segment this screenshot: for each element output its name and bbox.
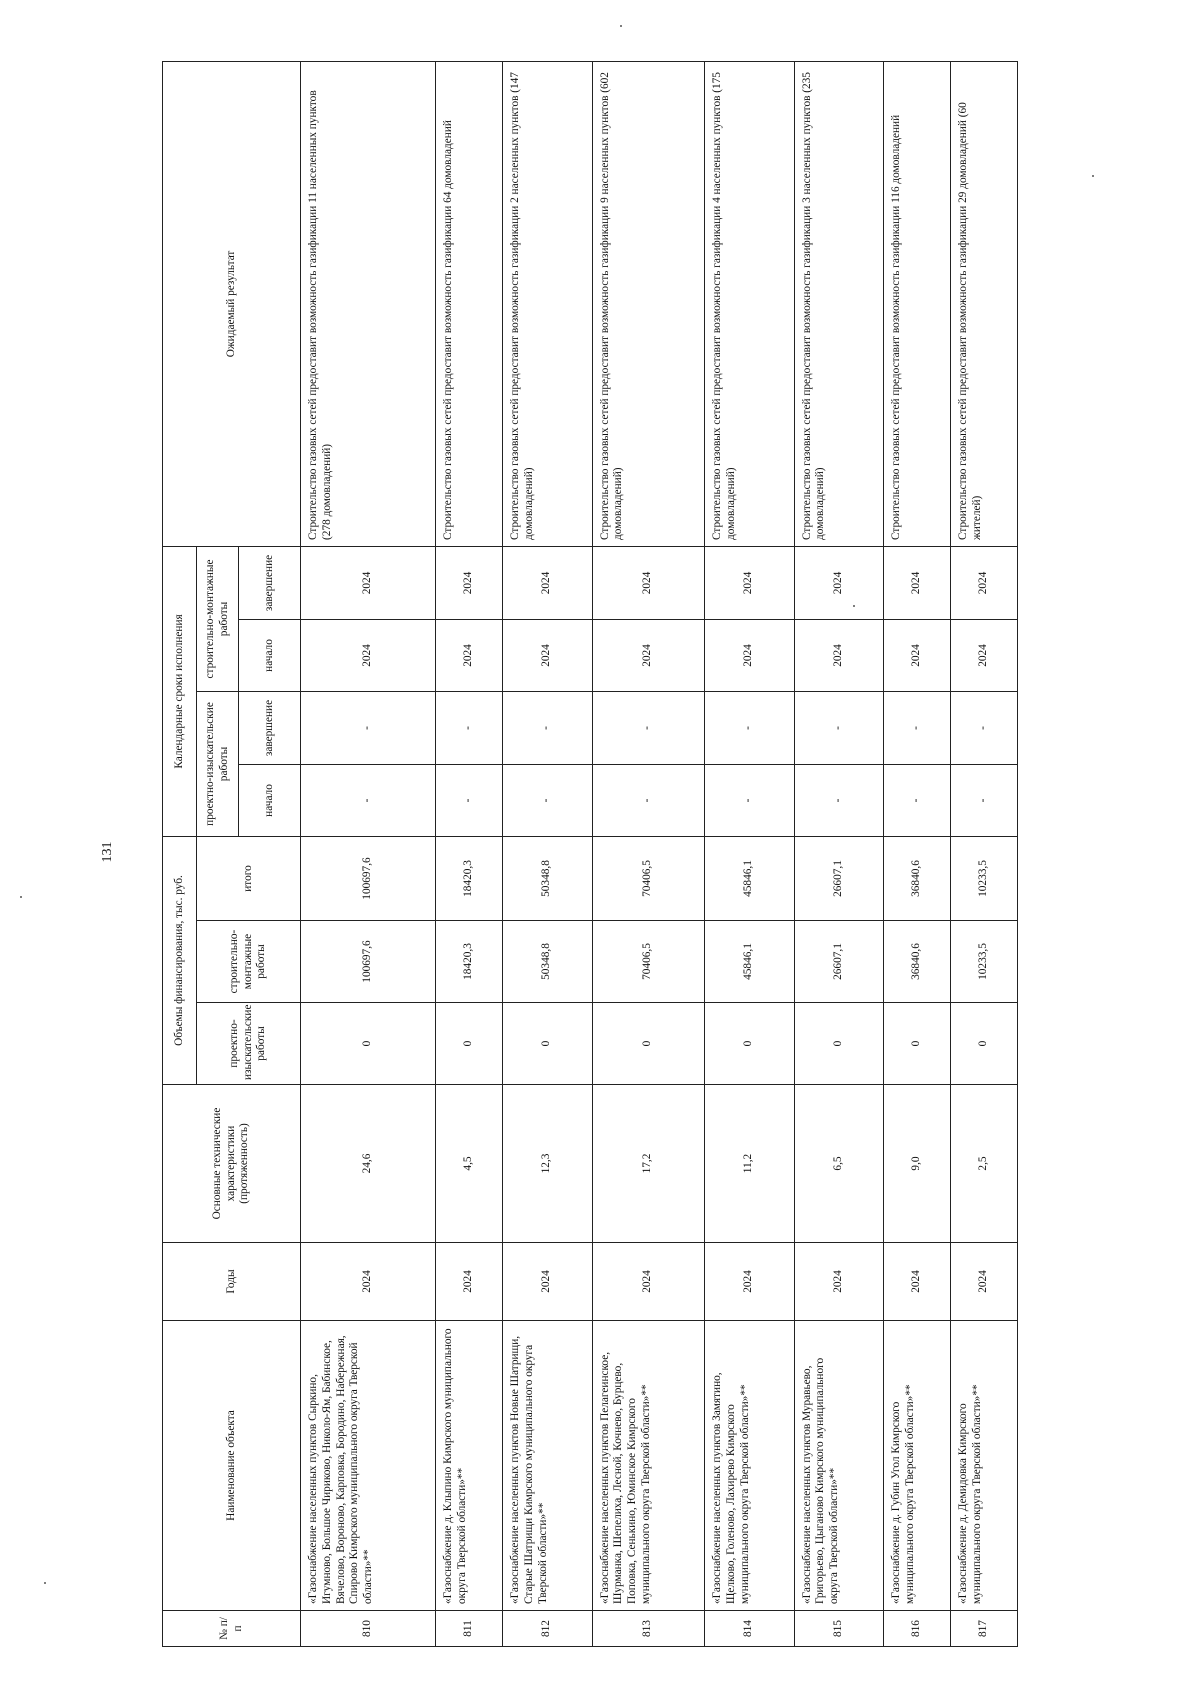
cell-fin-construction: 10233,5 [951, 921, 1018, 1003]
cell-result: Строительство газовых сетей предоставит возможность газификации 3 населенных пунктов (235 домовладений) [794, 61, 884, 546]
cell-constr-end: 2024 [502, 546, 592, 619]
cell-fin-design: 0 [884, 1003, 951, 1085]
cell-name: «Газоснабжение д. Клыпино Кимрского муниципального округа Тверской области»** [436, 1321, 503, 1611]
table-row [704, 61, 794, 1646]
cell-year: 2024 [951, 1243, 1018, 1321]
cell-name: «Газоснабжение д. Демидовка Кимрского муниципального округа Тверской области»** [951, 1321, 1018, 1611]
cell-no: 814 [704, 1611, 794, 1647]
cell-length: 12,3 [502, 1085, 592, 1243]
header-no: № п/п [163, 1611, 301, 1647]
cell-constr-start: 2024 [502, 619, 592, 691]
cell-name: «Газоснабжение населенных пунктов Муравьево, Григорьево, Цыганово Кимрского муниципального округа Тверской области»** [794, 1321, 884, 1611]
cell-constr-end: 2024 [794, 546, 884, 619]
cell-design-end: - [951, 691, 1018, 764]
cell-no: 813 [592, 1611, 704, 1647]
cell-result: Строительство газовых сетей предоставит возможность газификации 4 населенных пунктов (175 домовладений) [704, 61, 794, 546]
table-row [592, 61, 704, 1646]
header-schedule-construction: строительно-монтажные работы [197, 546, 239, 691]
cell-fin-total: 10233,5 [951, 836, 1018, 920]
cell-result: Строительство газовых сетей предоставит возможность газификации 116 домовладений [884, 61, 951, 546]
gasification-table [162, 61, 1018, 1647]
cell-design-start: - [301, 764, 436, 836]
header-finance-group: Объемы финансирования, тыс. руб. [163, 836, 197, 1084]
cell-design-end: - [794, 691, 884, 764]
cell-result: Строительство газовых сетей предоставит возможность газификации 2 населенных пунктов (147 домовладений) [502, 61, 592, 546]
cell-fin-total: 70406,5 [592, 836, 704, 920]
cell-fin-construction: 50348,8 [502, 921, 592, 1003]
cell-design-end: - [884, 691, 951, 764]
table-row [502, 61, 592, 1646]
cell-constr-start: 2024 [436, 619, 503, 691]
cell-name: «Газоснабжение населенных пунктов Замятино, Щелково, Голеново, Лахирево Кимрского муниципального округа Тверской области»** [704, 1321, 794, 1611]
cell-constr-end: 2024 [301, 546, 436, 619]
cell-fin-total: 45846,1 [704, 836, 794, 920]
cell-length: 9,0 [884, 1085, 951, 1243]
cell-fin-total: 36840,6 [884, 836, 951, 920]
cell-constr-end: 2024 [592, 546, 704, 619]
rotated-table-container [162, 62, 1018, 1647]
scan-speck [1092, 175, 1094, 177]
cell-design-start: - [794, 764, 884, 836]
header-result: Ожидаемый результат [163, 61, 301, 546]
cell-year: 2024 [704, 1243, 794, 1321]
cell-fin-design: 0 [704, 1003, 794, 1085]
cell-year: 2024 [592, 1243, 704, 1321]
cell-length: 11,2 [704, 1085, 794, 1243]
cell-constr-end: 2024 [884, 546, 951, 619]
cell-result: Строительство газовых сетей предоставит возможность газификации 9 населенных пунктов (602 домовладений) [592, 61, 704, 546]
cell-constr-start: 2024 [704, 619, 794, 691]
cell-year: 2024 [502, 1243, 592, 1321]
page-number: 131 [100, 841, 115, 863]
table-row [794, 61, 884, 1646]
scan-speck [620, 25, 622, 27]
cell-length: 2,5 [951, 1085, 1018, 1243]
cell-design-end: - [592, 691, 704, 764]
scan-speck [853, 605, 855, 607]
cell-design-end: - [436, 691, 503, 764]
cell-constr-start: 2024 [592, 619, 704, 691]
cell-year: 2024 [794, 1243, 884, 1321]
cell-fin-design: 0 [301, 1003, 436, 1085]
cell-year: 2024 [436, 1243, 503, 1321]
cell-no: 812 [502, 1611, 592, 1647]
cell-design-start: - [436, 764, 503, 836]
cell-no: 810 [301, 1611, 436, 1647]
cell-design-start: - [502, 764, 592, 836]
cell-fin-construction: 45846,1 [704, 921, 794, 1003]
cell-fin-total: 18420,3 [436, 836, 503, 920]
cell-constr-end: 2024 [951, 546, 1018, 619]
header-schedule-group: Календарные сроки исполнения [163, 546, 197, 836]
cell-fin-construction: 36840,6 [884, 921, 951, 1003]
header-finance-design: проектно-изыскательские работы [197, 1003, 301, 1085]
cell-constr-start: 2024 [951, 619, 1018, 691]
cell-result: Строительство газовых сетей предоставит возможность газификации 29 домовладений (60 жителей) [951, 61, 1018, 546]
cell-length: 17,2 [592, 1085, 704, 1243]
header-name: Наименование объекта [163, 1321, 301, 1611]
cell-fin-design: 0 [436, 1003, 503, 1085]
cell-constr-end: 2024 [704, 546, 794, 619]
scan-speck [44, 1582, 46, 1584]
cell-name: «Газоснабжение населенных пунктов Сыркино, Игумново, Большое Чириково, Николо-Ям, Бабинское, Вячелово, Вороново, Карповка, Бородино, Набережная, Спирово Кимрского муниципального округа Тверской области»** [301, 1321, 436, 1611]
header-construction-end: завершение [239, 546, 301, 619]
cell-fin-total: 100697,6 [301, 836, 436, 920]
cell-result: Строительство газовых сетей предоставит возможность газификации 11 населенных пунктов (278 домовладений) [301, 61, 436, 546]
cell-result: Строительство газовых сетей предоставит возможность газификации 64 домовладений [436, 61, 503, 546]
cell-constr-start: 2024 [794, 619, 884, 691]
header-design-start: начало [239, 764, 301, 836]
header-years: Годы [163, 1243, 301, 1321]
cell-fin-design: 0 [592, 1003, 704, 1085]
cell-fin-total: 50348,8 [502, 836, 592, 920]
cell-year: 2024 [884, 1243, 951, 1321]
table-row [951, 61, 1018, 1646]
cell-no: 815 [794, 1611, 884, 1647]
cell-no: 811 [436, 1611, 503, 1647]
cell-constr-start: 2024 [884, 619, 951, 691]
table-row [436, 61, 503, 1646]
cell-constr-end: 2024 [436, 546, 503, 619]
cell-fin-total: 26607,1 [794, 836, 884, 920]
cell-name: «Газоснабжение д. Губин Угол Кимрского муниципального округа Тверской области»** [884, 1321, 951, 1611]
cell-fin-design: 0 [794, 1003, 884, 1085]
cell-fin-design: 0 [502, 1003, 592, 1085]
cell-fin-design: 0 [951, 1003, 1018, 1085]
cell-design-start: - [592, 764, 704, 836]
cell-no: 817 [951, 1611, 1018, 1647]
cell-design-end: - [704, 691, 794, 764]
cell-length: 24,6 [301, 1085, 436, 1243]
cell-name: «Газоснабжение населенных пунктов Пелагеинское, Шурманка, Шепелиха, Лесной, Кочнево, Бурцево, Поповка, Сенькино, Юминское Кимрского муниципального округа Тверской области»** [592, 1321, 704, 1611]
cell-design-start: - [884, 764, 951, 836]
table-row [301, 61, 436, 1646]
cell-fin-construction: 100697,6 [301, 921, 436, 1003]
header-design-end: завершение [239, 691, 301, 764]
cell-no: 816 [884, 1611, 951, 1647]
cell-length: 4,5 [436, 1085, 503, 1243]
cell-design-end: - [301, 691, 436, 764]
header-construction-start: начало [239, 619, 301, 691]
cell-constr-start: 2024 [301, 619, 436, 691]
scan-speck [20, 896, 22, 898]
cell-length: 6,5 [794, 1085, 884, 1243]
cell-fin-construction: 70406,5 [592, 921, 704, 1003]
cell-name: «Газоснабжение населенных пунктов Новые Шатрищи, Старые Шатрищи Кимрского муниципального округа Тверской области»** [502, 1321, 592, 1611]
table-row [884, 61, 951, 1646]
cell-fin-construction: 26607,1 [794, 921, 884, 1003]
cell-design-end: - [502, 691, 592, 764]
header-schedule-design: проектно-изыскательские работы [197, 691, 239, 836]
cell-design-start: - [951, 764, 1018, 836]
header-finance-construction: строительно-монтажные работы [197, 921, 301, 1003]
cell-design-start: - [704, 764, 794, 836]
header-finance-total: итого [197, 836, 301, 920]
header-specs: Основные технические характеристики (протяженность) [163, 1085, 301, 1243]
cell-fin-construction: 18420,3 [436, 921, 503, 1003]
cell-year: 2024 [301, 1243, 436, 1321]
